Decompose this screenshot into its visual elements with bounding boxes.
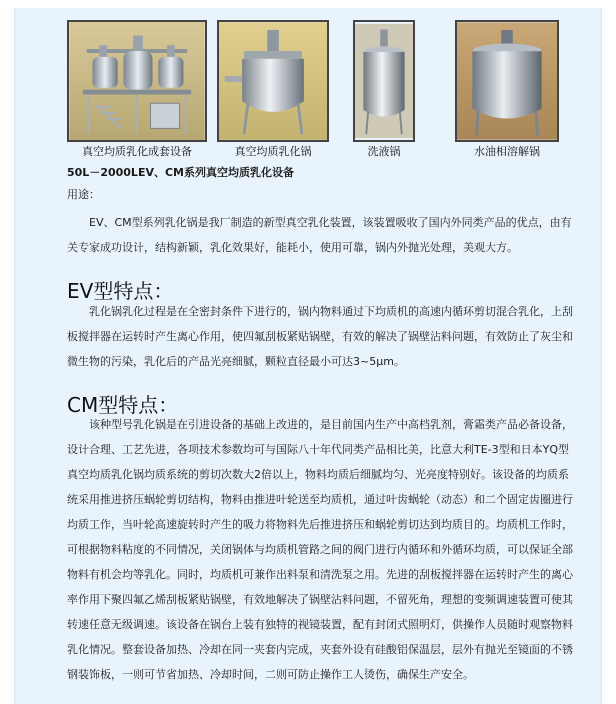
usage-label: 用途：: [67, 188, 100, 201]
product-caption[interactable]: 真空均质乳化锅: [234, 145, 312, 158]
vacuum-emulsifier-pot-photo[interactable]: [217, 20, 329, 142]
page-heading: 50L－2000LEV、CM系列真空均质乳化设备: [67, 166, 294, 179]
product-item[interactable]: [353, 20, 415, 159]
ev-features-paragraph: 乳化锅乳化过程是在全密封条件下进行的，锅内物料通过下均质机的高速内循环剪切混合乳化，上刮板搅拌器在运转时产生离心作用，使四氟刮板紧贴锅壁，有效的解决了锅壁沾料问题，有效防止了灰尘和微生物的污染，乳化后的产品光亮细腻，颗粒直径最小可达3~5μm。: [67, 305, 573, 368]
content-panel: [14, 8, 602, 704]
washing-liquid-pot-photo[interactable]: [353, 20, 415, 142]
product-item[interactable]: [217, 20, 329, 159]
product-item[interactable]: [455, 20, 559, 159]
ev-section-title: EV型特点：: [67, 279, 174, 303]
product-caption[interactable]: 洗液锅: [367, 145, 401, 158]
product-caption[interactable]: 水油相溶解锅: [474, 145, 540, 158]
product-gallery: [67, 20, 567, 162]
intro-paragraph: EV、CM型系列乳化锅是我厂制造的新型真空乳化装置，该装置吸收了国内外同类产品的优点，由有关专家成功设计，结构新颖，乳化效果好，能耗小，使用可靠，锅内外抛光处理，美观大方。: [67, 216, 572, 254]
product-caption[interactable]: 真空均质乳化成套设备: [82, 145, 192, 158]
cm-features-paragraph: 该种型号乳化锅是在引进设备的基础上改进的，是目前国内生产中高档乳剂，膏霜类产品必备设备，设计合理、工艺先进，各项技术参数均可与国际八十年代同类产品相比美，比意大利TE-3型和日本YQ型真空均质乳化锅均质系统的剪切次数大2倍以上，物料均质后细腻均匀、光亮度特别好。该设备的均质系统采用推进挤压蜗轮剪切结构，物料由推进叶轮送至均质机，通过叶齿蜗轮（动态）和二个固定齿圈进行均质工作，当叶轮高速旋转时产生的吸力将物料先后推进挤压和蜗轮剪切达到均质目的。均质机工作时，可根据物料粘度的不同情况，关闭锅体与均质机管路之间的阀门进行内循环和外循环均质，可以保证全部物料有机会均等乳化。同时，均质机可兼作出料泵和清洗泵之用。先进的刮板搅拌器在运转时产生的离心率作用下聚四氟乙烯刮板紧贴锅壁，有效地解决了锅壁沾料问题，不留死角，理想的变频调速装置可使其转速任意无级调速。该设备在锅台上装有独特的视镜装置，配有封闭式照明灯，供操作人员随时观察物料乳化情况。整套设备加热、冷却在同一夹套内完成，夹套外设有硅酸铝保温层，层外有抛光至镜面的不锈钢装饰板，一则可节省加热、冷却时间，二则可防止操作工人烫伤，确保生产安全。: [67, 418, 573, 681]
cm-section-title: CM型特点：: [67, 393, 179, 417]
product-item[interactable]: [67, 20, 207, 159]
vacuum-emulsifier-set-photo[interactable]: [67, 20, 207, 142]
water-oil-dissolving-pot-photo[interactable]: [455, 20, 559, 142]
